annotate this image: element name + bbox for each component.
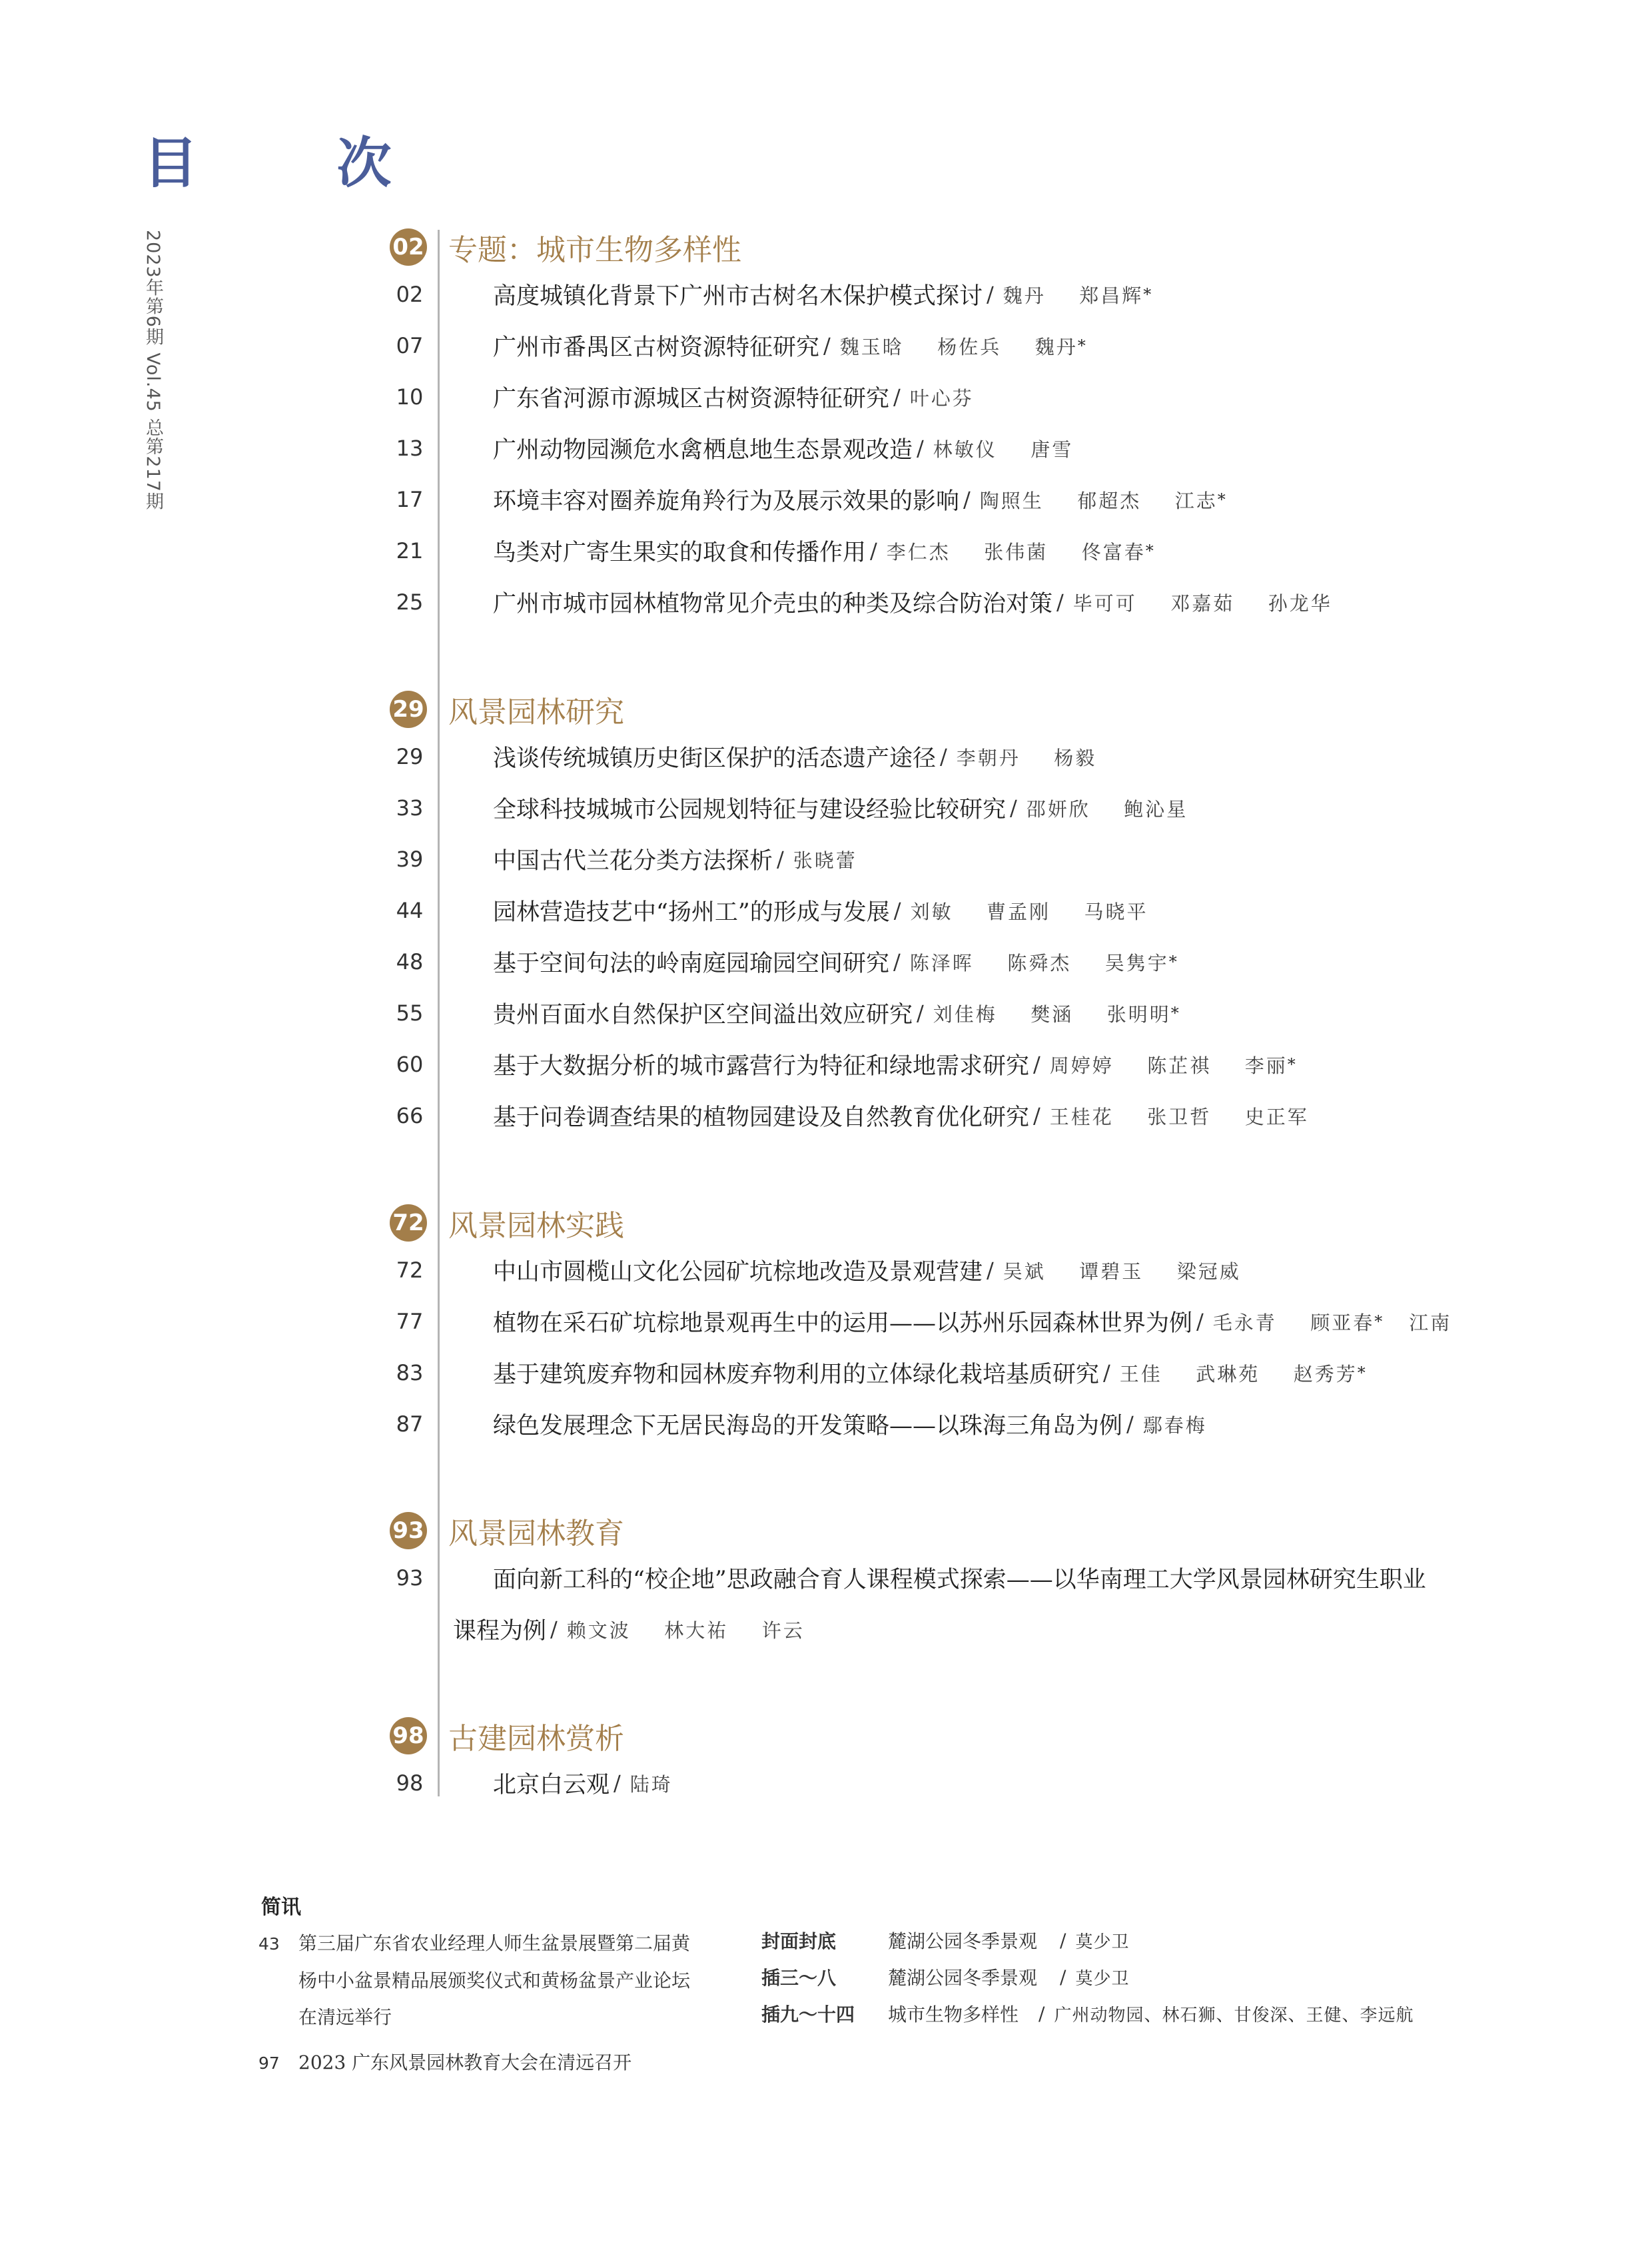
toc-entry[interactable] bbox=[390, 274, 1151, 314]
toc-entry[interactable] bbox=[390, 1404, 1207, 1444]
entry-title: 基于大数据分析的城市露营行为特征和绿地需求研究 bbox=[493, 1053, 1030, 1080]
entry-page: 83 bbox=[396, 1360, 424, 1385]
entry-authors: 周婷婷 陈芷祺 李丽 bbox=[1049, 1054, 1288, 1077]
entry-page: 87 bbox=[396, 1411, 424, 1437]
entry-title: 广州动物园濒危水禽栖息地生态景观改造 bbox=[493, 437, 913, 464]
toc-entry[interactable] bbox=[390, 480, 1226, 520]
entry-authors: 林敏仪 唐雪 bbox=[933, 438, 1074, 461]
separator: / bbox=[823, 333, 831, 358]
entry-title: 广东省河源市源城区古树资源特征研究 bbox=[493, 386, 890, 412]
entry-authors: 叶心芬 bbox=[909, 386, 974, 410]
cover-credit bbox=[761, 1997, 1414, 2030]
corresponding-mark: * bbox=[1143, 285, 1152, 304]
entry-title: 园林营造技艺中“扬州工”的形成与发展 bbox=[493, 899, 890, 926]
entry-title: 中国古代兰花分类方法探析 bbox=[493, 848, 773, 875]
entry-page: 93 bbox=[396, 1565, 424, 1591]
entry-title: 绿色发展理念下无居民海岛的开发策略——以珠海三角岛为例 bbox=[493, 1413, 1123, 1439]
toc-entry[interactable] bbox=[390, 1044, 1296, 1084]
section-title: 专题：城市生物多样性 bbox=[448, 233, 741, 267]
separator: / bbox=[1038, 2002, 1045, 2025]
section-page-badge: 93 bbox=[390, 1512, 427, 1549]
separator: / bbox=[550, 1617, 558, 1642]
toc-entry[interactable] bbox=[390, 582, 1332, 622]
cover-credit bbox=[761, 1960, 1129, 1994]
corresponding-mark: * bbox=[1168, 952, 1177, 971]
separator: / bbox=[1060, 1929, 1066, 1952]
entry-title: 基于问卷调查结果的植物园建设及自然教育优化研究 bbox=[493, 1104, 1030, 1131]
separator: / bbox=[1056, 589, 1064, 615]
toc-entry[interactable] bbox=[390, 1353, 1366, 1393]
entry-authors: 毕可可 邓嘉茹 孙龙华 bbox=[1072, 591, 1332, 615]
corresponding-mark: * bbox=[1357, 1363, 1366, 1382]
toc-entry[interactable] bbox=[390, 891, 1148, 931]
separator: / bbox=[987, 1258, 994, 1283]
entry-extra-author: 江南 bbox=[1409, 1311, 1452, 1334]
entry-authors: 毛永青 顾亚春 bbox=[1212, 1311, 1375, 1334]
toc-entry[interactable] bbox=[390, 1096, 1309, 1136]
news-line: 杨中小盆景精品展颁奖仪式和黄杨盆景产业论坛 bbox=[298, 1970, 691, 1992]
news-line: 2023 广东风景园林教育大会在清远召开 bbox=[298, 2052, 632, 2073]
news-page: 97 bbox=[258, 2054, 280, 2073]
entry-title: 植物在采石矿坑棕地景观再生中的运用——以苏州乐园森林世界为例 bbox=[493, 1310, 1193, 1337]
toc-entry[interactable] bbox=[390, 1558, 1426, 1598]
entry-authors: 魏玉晗 杨佐兵 魏丹 bbox=[839, 335, 1078, 358]
entry-title: 全球科技城城市公园规划特征与建设经验比较研究 bbox=[493, 797, 1007, 823]
credit-title: 城市生物多样性 bbox=[888, 2004, 1019, 2026]
separator: / bbox=[987, 282, 994, 307]
entry-page: 17 bbox=[396, 487, 424, 512]
section-header bbox=[390, 1712, 624, 1759]
toc-entry[interactable] bbox=[390, 1250, 1241, 1290]
entry-authors: 陈泽晖 陈舜杰 吴隽宇 bbox=[909, 951, 1169, 974]
news-line: 在清远举行 bbox=[298, 2006, 392, 2028]
toc-entry[interactable] bbox=[390, 1302, 1451, 1341]
section-page-badge: 72 bbox=[390, 1204, 427, 1242]
credit-title: 麓湖公园冬季景观 bbox=[888, 1967, 1038, 1989]
entry-title: 贵州百面水自然保护区空间溢出效应研究 bbox=[493, 1002, 913, 1028]
entry-page: 39 bbox=[396, 847, 424, 872]
entry-title: 基于建筑废弃物和园林废弃物利用的立体绿化栽培基质研究 bbox=[493, 1361, 1100, 1388]
entry-title: 面向新工科的“校企地”思政融合育人课程模式探索——以华南理工大学风景园林研究生职业 bbox=[493, 1567, 1426, 1593]
corresponding-mark: * bbox=[1170, 1004, 1179, 1022]
entry-authors: 张晓蕾 bbox=[793, 849, 857, 872]
page-title: 目 次 bbox=[143, 131, 452, 195]
credit-title: 麓湖公园冬季景观 bbox=[888, 1930, 1038, 1952]
news-heading: 简讯 bbox=[261, 1896, 301, 1919]
entry-authors: 吴斌 谭碧玉 梁冠威 bbox=[1003, 1260, 1241, 1283]
entry-title: 浅谈传统城镇历史街区保护的活态遗产途径 bbox=[493, 745, 937, 772]
news-page: 43 bbox=[258, 1934, 280, 1954]
entry-authors: 刘敏 曹孟刚 马晓平 bbox=[910, 900, 1148, 923]
section-page-badge: 02 bbox=[390, 228, 427, 266]
entry-title: 北京白云观 bbox=[493, 1772, 610, 1798]
section-title: 古建园林赏析 bbox=[448, 1722, 624, 1756]
separator: / bbox=[1196, 1309, 1204, 1334]
issue-meta: 2023年第6期 Vol.45 总第217期 bbox=[143, 230, 163, 511]
entry-authors: 李仁杰 张伟菌 佟富春 bbox=[886, 540, 1146, 563]
separator: / bbox=[1126, 1411, 1134, 1437]
toc-entry[interactable] bbox=[390, 942, 1177, 982]
section-title: 风景园林研究 bbox=[448, 695, 624, 729]
entry-page: 60 bbox=[396, 1052, 424, 1077]
separator: / bbox=[1033, 1103, 1040, 1128]
entry-authors: 王佳 武琳苑 赵秀芳 bbox=[1119, 1362, 1358, 1385]
entry-page: 02 bbox=[396, 282, 424, 307]
separator: / bbox=[893, 949, 901, 974]
entry-authors: 李朝丹 杨毅 bbox=[956, 746, 1097, 769]
separator: / bbox=[777, 847, 784, 872]
section-page-badge: 98 bbox=[390, 1717, 427, 1754]
entry-page: 13 bbox=[396, 436, 424, 461]
section-header bbox=[390, 1507, 624, 1554]
separator: / bbox=[1033, 1052, 1040, 1077]
toc-entry[interactable] bbox=[390, 531, 1154, 571]
entry-page: 77 bbox=[396, 1309, 424, 1334]
entry-authors: 赖文波 林大祐 许云 bbox=[566, 1619, 805, 1642]
credit-label: 插三～八 bbox=[761, 1967, 837, 1989]
separator: / bbox=[917, 436, 924, 461]
separator: / bbox=[870, 538, 877, 563]
toc-entry[interactable] bbox=[390, 993, 1179, 1033]
corresponding-mark: * bbox=[1217, 490, 1226, 509]
separator: / bbox=[1060, 1966, 1066, 1988]
entry-title: 广州市番禺区古树资源特征研究 bbox=[493, 334, 820, 361]
toc-entry[interactable] bbox=[390, 326, 1086, 366]
section-header bbox=[390, 686, 624, 733]
entry-title: 鸟类对广寄生果实的取食和传播作用 bbox=[493, 540, 867, 566]
entry-title: 中山市圆榄山文化公园矿坑棕地改造及景观营建 bbox=[493, 1259, 983, 1286]
section-title: 风景园林教育 bbox=[448, 1517, 624, 1551]
separator: / bbox=[1010, 795, 1017, 821]
section-title: 风景园林实践 bbox=[448, 1209, 624, 1243]
toc-entry[interactable] bbox=[390, 377, 974, 417]
separator: / bbox=[917, 1000, 924, 1026]
entry-page: 66 bbox=[396, 1103, 424, 1128]
separator: / bbox=[1103, 1360, 1110, 1385]
entry-title: 基于空间句法的岭南庭园瑜园空间研究 bbox=[493, 950, 890, 977]
news-item[interactable] bbox=[258, 2048, 631, 2075]
toc-entry[interactable] bbox=[390, 839, 857, 879]
entry-page: 44 bbox=[396, 898, 424, 923]
credit-author: 莫少卫 bbox=[1075, 1932, 1130, 1952]
entry-page: 48 bbox=[396, 949, 424, 974]
entry-authors: 鄢春梅 bbox=[1142, 1413, 1207, 1437]
toc-entry[interactable] bbox=[390, 788, 1188, 828]
entry-page: 33 bbox=[396, 795, 424, 821]
toc-entry[interactable] bbox=[390, 428, 1073, 468]
entry-authors: 刘佳梅 樊涵 张明明 bbox=[933, 1002, 1171, 1026]
entry-page: 55 bbox=[396, 1000, 424, 1026]
toc-entry[interactable] bbox=[390, 1763, 673, 1803]
entry-authors: 陶照生 郁超杰 江志 bbox=[979, 489, 1218, 512]
entry-title-continued: 课程为例 bbox=[453, 1618, 547, 1645]
entry-authors: 王桂花 张卫哲 史正军 bbox=[1049, 1105, 1309, 1128]
entry-page: 98 bbox=[396, 1770, 424, 1796]
entry-page: 10 bbox=[396, 384, 424, 410]
entry-title: 环境丰容对圈养旋角羚行为及展示效果的影响 bbox=[493, 488, 960, 515]
separator: / bbox=[963, 487, 971, 512]
entry-page: 25 bbox=[396, 589, 424, 615]
corresponding-mark: * bbox=[1145, 542, 1154, 560]
credit-author: 广州动物园、林石狮、甘俊深、王健、李远航 bbox=[1054, 2005, 1414, 2026]
cover-credit bbox=[761, 1924, 1129, 1957]
separator: / bbox=[614, 1770, 621, 1796]
separator: / bbox=[940, 744, 947, 769]
entry-authors: 陆琦 bbox=[629, 1772, 673, 1796]
toc-entry-continued[interactable] bbox=[453, 1609, 805, 1649]
credit-label: 封面封底 bbox=[761, 1930, 837, 1952]
entry-page: 29 bbox=[396, 744, 424, 769]
entry-page: 21 bbox=[396, 538, 424, 563]
entry-title: 高度城镇化背景下广州市古树名木保护模式探讨 bbox=[493, 283, 983, 310]
credit-label: 插九～十四 bbox=[761, 2004, 855, 2026]
corresponding-mark: * bbox=[1287, 1055, 1296, 1074]
entry-authors: 邵妍欣 鲍沁星 bbox=[1026, 797, 1188, 821]
entry-authors: 魏丹 郑昌辉 bbox=[1003, 284, 1144, 307]
section-page-badge: 29 bbox=[390, 691, 427, 728]
corresponding-mark: * bbox=[1374, 1312, 1383, 1331]
separator: / bbox=[893, 384, 901, 410]
separator: / bbox=[893, 898, 901, 923]
news-item[interactable] bbox=[258, 1925, 690, 2036]
entry-title: 广州市城市园林植物常见介壳虫的种类及综合防治对策 bbox=[493, 591, 1053, 617]
toc-entry[interactable] bbox=[390, 737, 1096, 777]
credit-author: 莫少卫 bbox=[1075, 1968, 1130, 1989]
section-header bbox=[390, 1200, 624, 1246]
corresponding-mark: * bbox=[1077, 336, 1086, 355]
entry-page: 72 bbox=[396, 1258, 424, 1283]
news-line: 第三届广东省农业经理人师生盆景展暨第二届黄 bbox=[298, 1932, 691, 1954]
section-header bbox=[390, 224, 741, 270]
entry-page: 07 bbox=[396, 333, 424, 358]
